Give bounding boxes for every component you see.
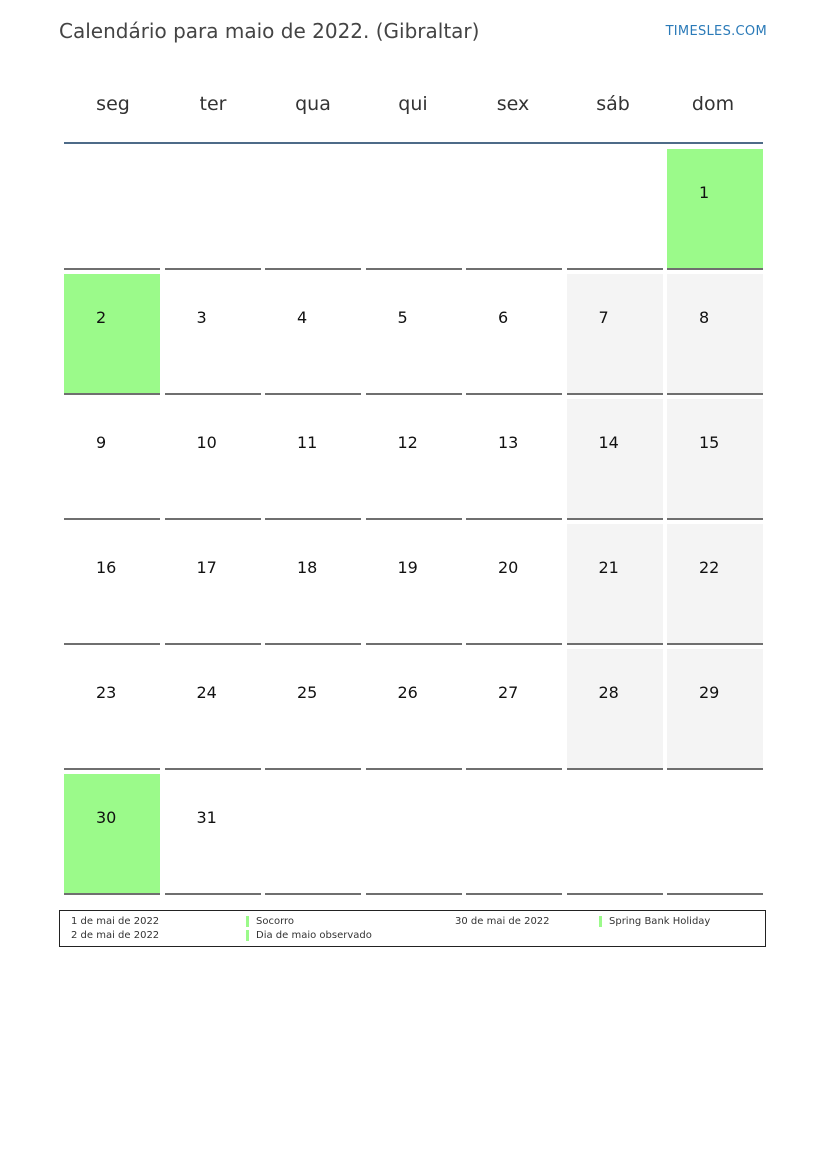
header-divider <box>64 142 763 144</box>
day-number: 2 <box>96 308 107 327</box>
legend-date: 30 de mai de 2022 <box>455 916 550 927</box>
day-number: 9 <box>96 433 107 452</box>
day-cell[interactable] <box>165 274 261 395</box>
day-number: 10 <box>196 433 217 452</box>
day-number: 7 <box>598 308 609 327</box>
day-number: 25 <box>297 683 318 702</box>
legend-holiday-name: Dia de maio observado <box>246 930 372 941</box>
holiday-legend <box>59 910 766 947</box>
day-number: 11 <box>297 433 318 452</box>
day-cell[interactable] <box>366 399 462 520</box>
empty-day-cell <box>466 149 562 270</box>
empty-day-cell <box>165 149 261 270</box>
day-number: 21 <box>598 558 619 577</box>
day-cell[interactable] <box>366 524 462 645</box>
day-number: 18 <box>297 558 318 577</box>
empty-day-cell <box>265 774 361 895</box>
day-number: 3 <box>196 308 207 327</box>
weekday-sun: dom <box>691 93 735 115</box>
day-cell[interactable] <box>265 274 361 395</box>
week-row <box>64 149 764 270</box>
day-cell[interactable] <box>366 274 462 395</box>
day-number: 6 <box>498 308 509 327</box>
day-cell[interactable] <box>567 399 663 520</box>
day-cell[interactable] <box>466 524 562 645</box>
day-number: 26 <box>397 683 418 702</box>
empty-day-cell <box>466 774 562 895</box>
calendar-grid <box>64 149 764 899</box>
empty-day-cell <box>64 149 160 270</box>
empty-day-cell <box>366 774 462 895</box>
day-number: 27 <box>498 683 519 702</box>
day-number: 15 <box>699 433 720 452</box>
day-cell[interactable] <box>667 399 763 520</box>
holiday-day-cell[interactable] <box>667 149 763 270</box>
day-number: 8 <box>699 308 710 327</box>
week-row <box>64 274 764 395</box>
day-cell[interactable] <box>165 524 261 645</box>
legend-date: 2 de mai de 2022 <box>71 930 160 941</box>
week-row <box>64 524 764 645</box>
day-number: 1 <box>699 183 710 202</box>
weekday-header <box>63 84 763 124</box>
empty-day-cell <box>567 774 663 895</box>
day-number: 31 <box>196 808 217 827</box>
day-cell[interactable] <box>567 274 663 395</box>
weekday-wed: qua <box>295 93 331 115</box>
day-number: 29 <box>699 683 720 702</box>
day-number: 20 <box>498 558 519 577</box>
week-row <box>64 649 764 770</box>
weekday-tue: ter <box>199 93 227 115</box>
day-number: 5 <box>397 308 408 327</box>
day-cell[interactable] <box>265 524 361 645</box>
day-cell[interactable] <box>667 274 763 395</box>
empty-day-cell <box>366 149 462 270</box>
day-number: 19 <box>397 558 418 577</box>
legend-date: 1 de mai de 2022 <box>71 916 160 927</box>
day-cell[interactable] <box>64 649 160 770</box>
day-cell[interactable] <box>567 524 663 645</box>
day-cell[interactable] <box>366 649 462 770</box>
weekday-thu: qui <box>398 93 428 115</box>
day-cell[interactable] <box>466 399 562 520</box>
day-cell[interactable] <box>667 649 763 770</box>
day-cell[interactable] <box>165 774 261 895</box>
holiday-day-cell[interactable] <box>64 774 160 895</box>
week-row <box>64 399 764 520</box>
site-link[interactable]: TIMESLES.COM <box>665 24 767 39</box>
day-number: 30 <box>96 808 117 827</box>
holiday-day-cell[interactable] <box>64 274 160 395</box>
day-cell[interactable] <box>64 399 160 520</box>
day-cell[interactable] <box>466 274 562 395</box>
legend-holiday-name: Socorro <box>246 916 294 927</box>
day-cell[interactable] <box>667 524 763 645</box>
legend-holiday-name: Spring Bank Holiday <box>599 916 710 927</box>
weekday-sat: sáb <box>596 93 630 115</box>
day-number: 14 <box>598 433 619 452</box>
day-cell[interactable] <box>64 524 160 645</box>
day-number: 4 <box>297 308 308 327</box>
day-number: 17 <box>196 558 217 577</box>
day-cell[interactable] <box>567 649 663 770</box>
day-cell[interactable] <box>165 399 261 520</box>
day-cell[interactable] <box>265 649 361 770</box>
empty-day-cell <box>567 149 663 270</box>
weekday-fri: sex <box>496 93 530 115</box>
page-title: Calendário para maio de 2022. (Gibraltar) <box>59 19 480 43</box>
day-number: 16 <box>96 558 117 577</box>
day-number: 28 <box>598 683 619 702</box>
day-cell[interactable] <box>265 399 361 520</box>
day-number: 22 <box>699 558 720 577</box>
weekday-mon: seg <box>96 93 130 115</box>
empty-day-cell <box>667 774 763 895</box>
day-cell[interactable] <box>165 649 261 770</box>
day-number: 12 <box>397 433 418 452</box>
week-row <box>64 774 764 895</box>
empty-day-cell <box>265 149 361 270</box>
day-number: 13 <box>498 433 519 452</box>
day-number: 24 <box>196 683 217 702</box>
day-cell[interactable] <box>466 649 562 770</box>
day-number: 23 <box>96 683 117 702</box>
